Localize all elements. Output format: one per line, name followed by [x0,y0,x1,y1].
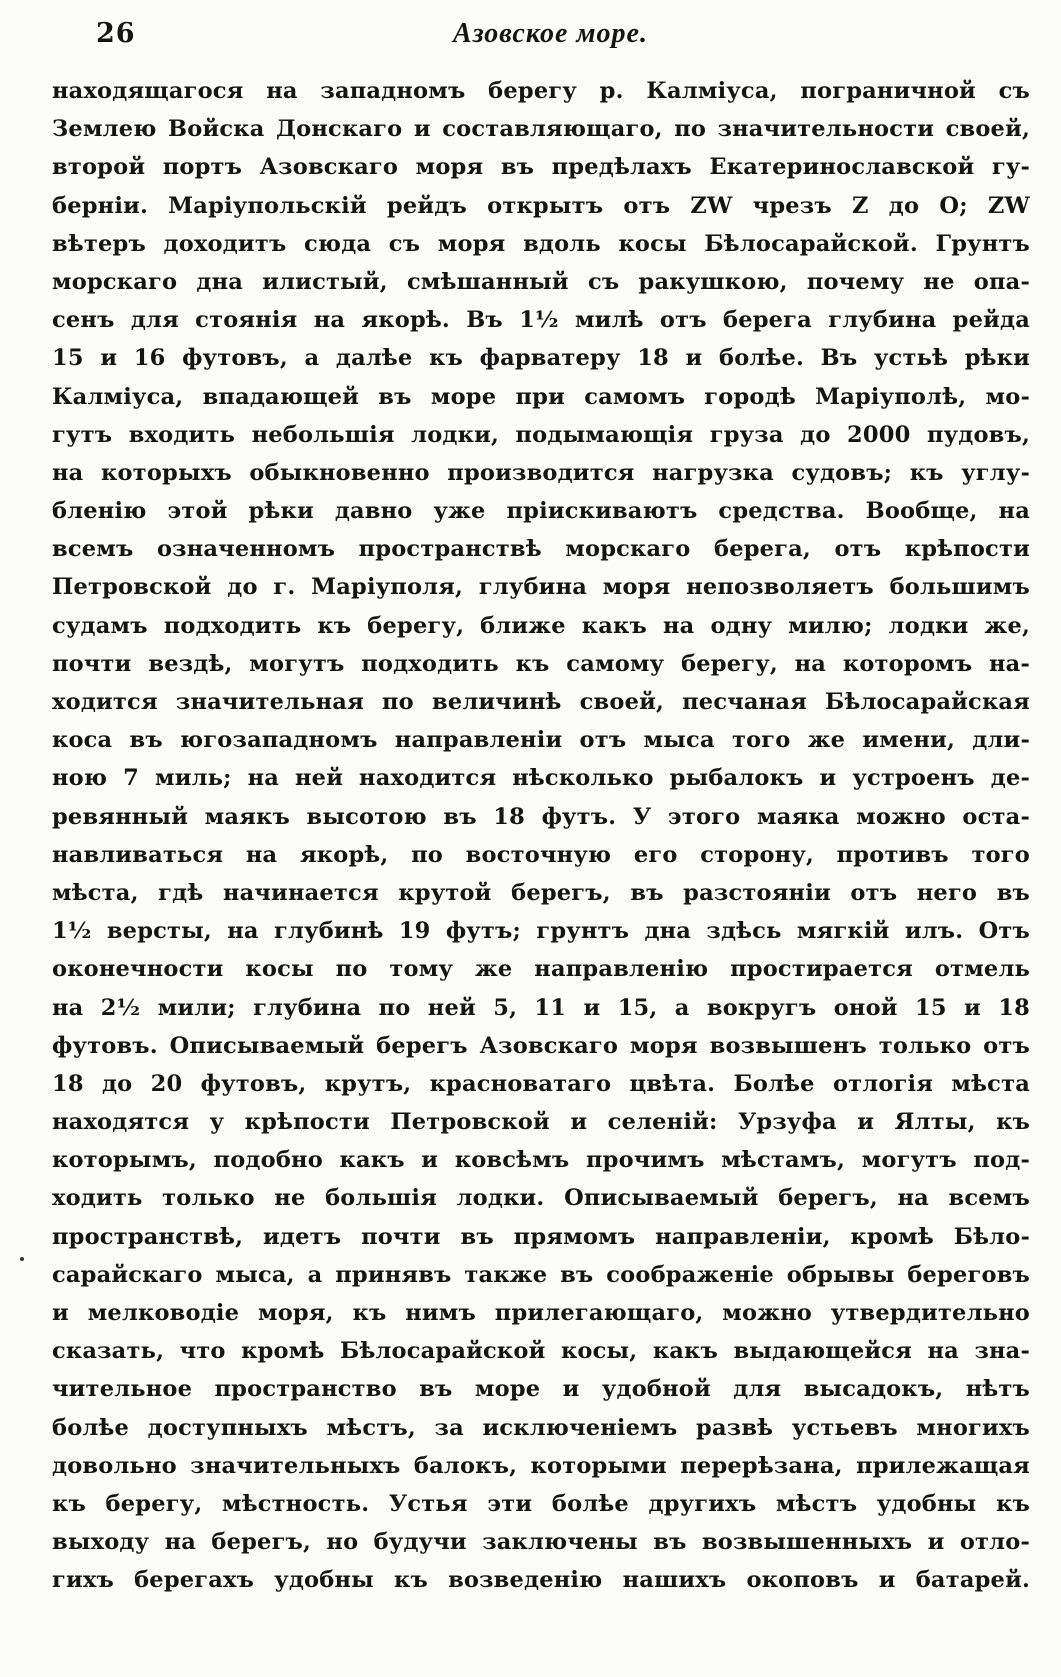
running-title: Азовское море. [453,18,648,49]
text-line: на которыхъ обыкновенно производится нагрузка судовъ; къ углу- [52,459,1030,486]
text-line: ходить только не большія лодки. Описываемый берегъ, на всемъ [52,1185,1030,1212]
text-line: ною 7 миль; на ней находится нѣсколько рыбалокъ и устроенъ де- [52,765,1030,792]
stray-ink-mark [20,1257,24,1261]
text-line: мѣста, гдѣ начинается крутой берегъ, въ разстояніи отъ него въ [52,879,1030,906]
text-line: берніи. Маріупольскій рейдъ открытъ отъ ZW чрезъ Z до O; ZW [52,192,1030,219]
text-line: сенъ для стоянія на якорѣ. Въ 1½ милѣ отъ берега глубина рейда [52,307,1030,334]
text-line: выходу на берегъ, но будучи заключены въ возвышенныхъ и отло- [52,1529,1030,1556]
text-line: ходится значительная по величинѣ своей, песчаная Бѣлосарайская [52,689,1030,715]
text-line: къ берегу, мѣстность. Устья эти болѣе другихъ мѣстъ удобны къ [52,1490,1030,1517]
text-line: которымъ, подобно какъ и ковсѣмъ прочимъ мѣстамъ, могутъ под- [52,1147,1030,1174]
text-line: Петровской до г. Маріуполя, глубина моря непозволяетъ большимъ [52,574,1030,601]
text-line: 15 и 16 футовъ, а далѣе къ фарватеру 18 и болѣе. Въ устьѣ рѣки [52,345,1030,372]
text-line: довольно значительныхъ балокъ, которыми перерѣзана, прилежащая [52,1452,1030,1479]
page-header [0,14,1061,60]
text-line: пространствѣ, идетъ почти въ прямомъ направленіи, кромѣ Бѣло- [52,1223,1030,1250]
text-line: навливаться на якорѣ, по восточную его сторону, противъ того [52,841,1030,868]
text-line: Землею Войска Донскаго и составляющаго, по значительности своей, [52,116,1030,143]
text-line: сказать, что кромѣ Бѣлосарайской косы, какъ выдающейся на зна- [52,1338,1030,1365]
text-line: 18 до 20 футовъ, крутъ, красноватаго цвѣта. Болѣе отлогія мѣста [52,1070,1030,1097]
text-line: чительное пространство въ море и удобной для высадокъ, нѣтъ [52,1376,1030,1403]
text-line: и мелководіе моря, къ нимъ прилегающаго, можно утвердительно [52,1300,1030,1326]
text-line: вѣтеръ доходитъ сюда съ моря вдоль косы Бѣлосарайской. Грунтъ [52,230,1030,257]
text-line: второй портъ Азовскаго моря въ предѣлахъ Екатеринославской гу- [52,154,1030,181]
text-line: морскаго дна илистый, смѣшанный съ ракушкою, почему не опа- [52,268,1030,295]
text-line: Калміуса, впадающей въ море при самомъ городѣ Маріуполѣ, мо- [52,383,1030,410]
text-line: коса въ югозападномъ направленіи отъ мыса того же имени, дли- [52,727,1030,754]
text-line: гутъ входить небольшія лодки, подымающія груза до 2000 пудовъ, [52,421,1030,448]
page-number: 26 [96,18,136,49]
text-line: 1½ версты, на глубинѣ 19 футъ; грунтъ дна здѣсь мягкій илъ. Отъ [52,918,1030,945]
text-line: бленію этой рѣки давно уже пріискиваютъ средства. Вообще, на [52,498,1030,525]
text-line: оконечности косы по тому же направленію простирается отмель [52,956,1030,983]
text-line: на 2½ мили; глубина по ней 5, 11 и 15, а вокругъ оной 15 и 18 [52,994,1030,1021]
text-line: сарайскаго мыса, а принявъ также въ соображеніе обрывы береговъ [52,1261,1030,1288]
text-line: судамъ подходить къ берегу, ближе какъ на одну милю; лодки же, [52,612,1030,639]
text-line: всемъ означенномъ пространствѣ морскаго берега, отъ крѣпости [52,536,1030,563]
text-line: почти вездѣ, могутъ подходить къ самому берегу, на которомъ на- [52,650,1030,677]
text-line: находящагося на западномъ берегу р. Калміуса, пограничной съ [52,78,1030,104]
text-line: ревянный маякъ высотою въ 18 футъ. У этого маяка можно оста- [52,803,1030,830]
body-text [52,72,1030,1600]
text-line: футовъ. Описываемый берегъ Азовскаго моря возвышенъ только отъ [52,1032,1030,1059]
text-line: болѣе доступныхъ мѣстъ, за исключеніемъ развѣ устьевъ многихъ [52,1414,1030,1441]
text-line: гихъ берегахъ удобны къ возведенію нашихъ окоповъ и батарей. [52,1567,1030,1594]
text-line: находятся у крѣпости Петровской и селеній: Урзуфа и Ялты, къ [52,1109,1030,1136]
